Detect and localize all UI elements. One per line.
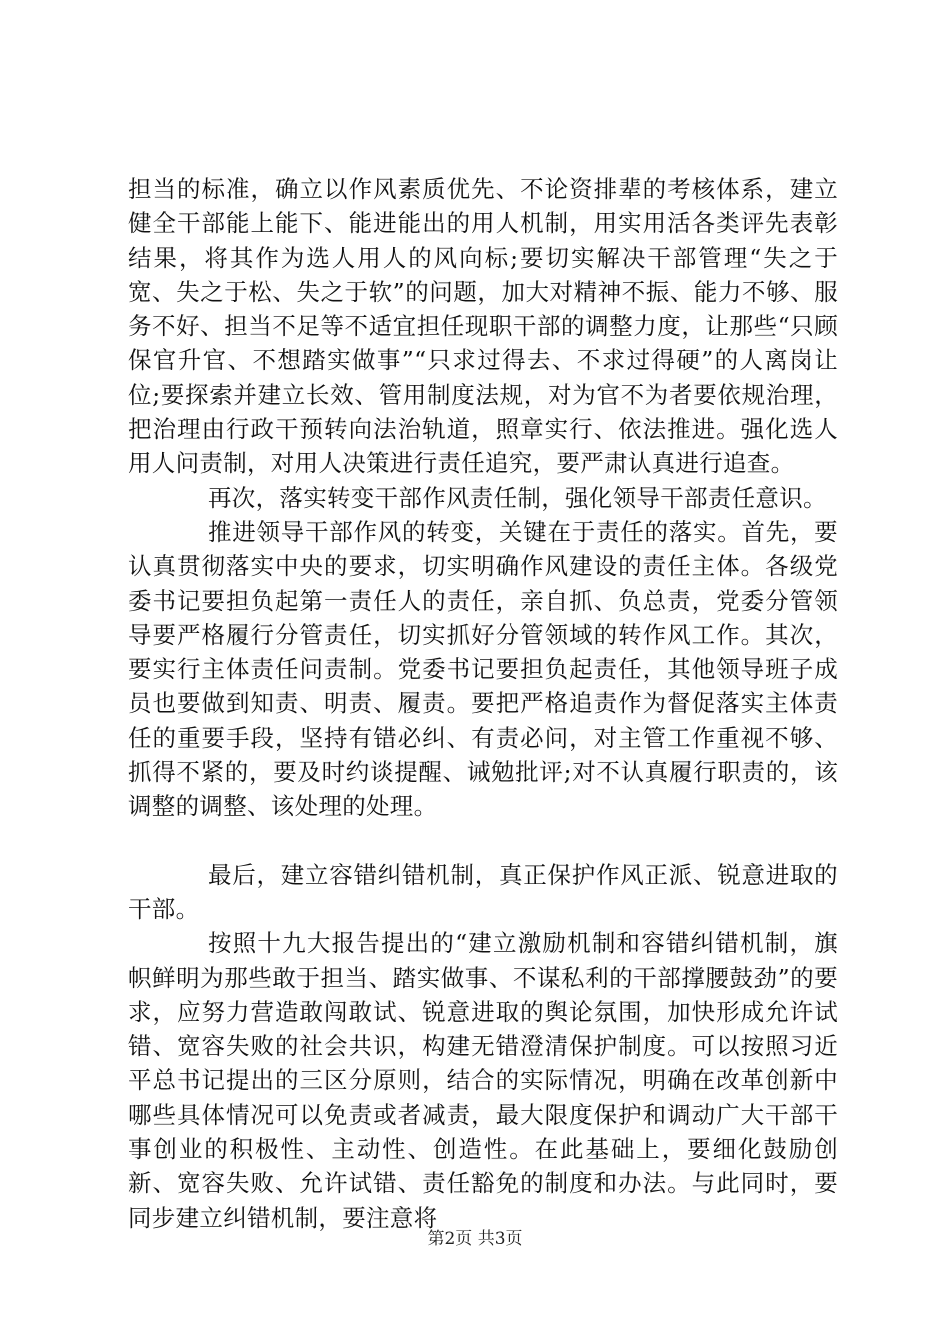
paragraph-continued: 担当的标准，确立以作风素质优先、不论资排辈的考核体系，建立健全干部能上能下、能进能出的用人机制，用实用活各类评先表彰结果，将其作为选人用人的风向标;要切实解决干部管理“失之于宽、失之于松、失之于软”的问题，加大对精神不振、能力不够、服务不好、担当不足等不适宜担任现职干部的调整力度，让那些“只顾保官升官、不想踏实做事”“只求过得去、不求过得硬”的人离岗让位;要探索并建立长效、管用制度法规，对为官不为者要依规治理，把治理由行政干预转向法治轨道，照章实行、依法推进。强化选人用人问责制，对用人决策进行责任追究，要严肃认真进行追查。 — [128, 175, 838, 478]
page-number-footer: 第2页 共3页 — [427, 1229, 523, 1249]
paragraph-responsibility: 推进领导干部作风的转变，关键在于责任的落实。首先，要认真贯彻落实中央的要求，切实明确作风建设的责任主体。各级党委书记要担负起第一责任人的责任，亲自抓、负总责，党委分管领导要严格履行分管责任，切实抓好分管领域的转作风工作。其次，要实行主体责任问责制。党委书记要担负起责任，其他领导班子成员也要做到知责、明责、履责。要把严格追责作为督促落实主体责任的重要手段，坚持有错必纠、有责必问，对主管工作重视不够、抓得不紧的，要及时约谈提醒、诫勉批评;对不认真履行职责的，该调整的调整、该处理的处理。 — [128, 517, 838, 821]
document-body — [128, 172, 838, 1235]
paragraph-fault-tolerance: 按照十九大报告提出的“建立激励机制和容错纠错机制，旗帜鲜明为那些敢于担当、踏实做事、不谋私利的干部撑腰鼓劲”的要求，应努力营造敢闯敢试、锐意进取的舆论氛围，加快形成允许试错、宽容失败的社会共识，构建无错澄清保护制度。可以按照习近平总书记提出的三区分原则，结合的实际情况，明确在改革创新中哪些具体情况可以免责或者减责，最大限度保护和调动广大干部干事创业的积极性、主动性、创造性。在此基础上，要细化鼓励创新、宽容失败、允许试错、责任豁免的制度和办法。与此同时，要同步建立纠错机制，要注意将 — [128, 929, 838, 1232]
paragraph-heading-again: 再次，落实转变干部作风责任制，强化领导干部责任意识。 — [208, 483, 827, 512]
paragraph-heading-finally: 最后，建立容错纠错机制，真正保护作风正派、锐意进取的干部。 — [128, 860, 838, 923]
